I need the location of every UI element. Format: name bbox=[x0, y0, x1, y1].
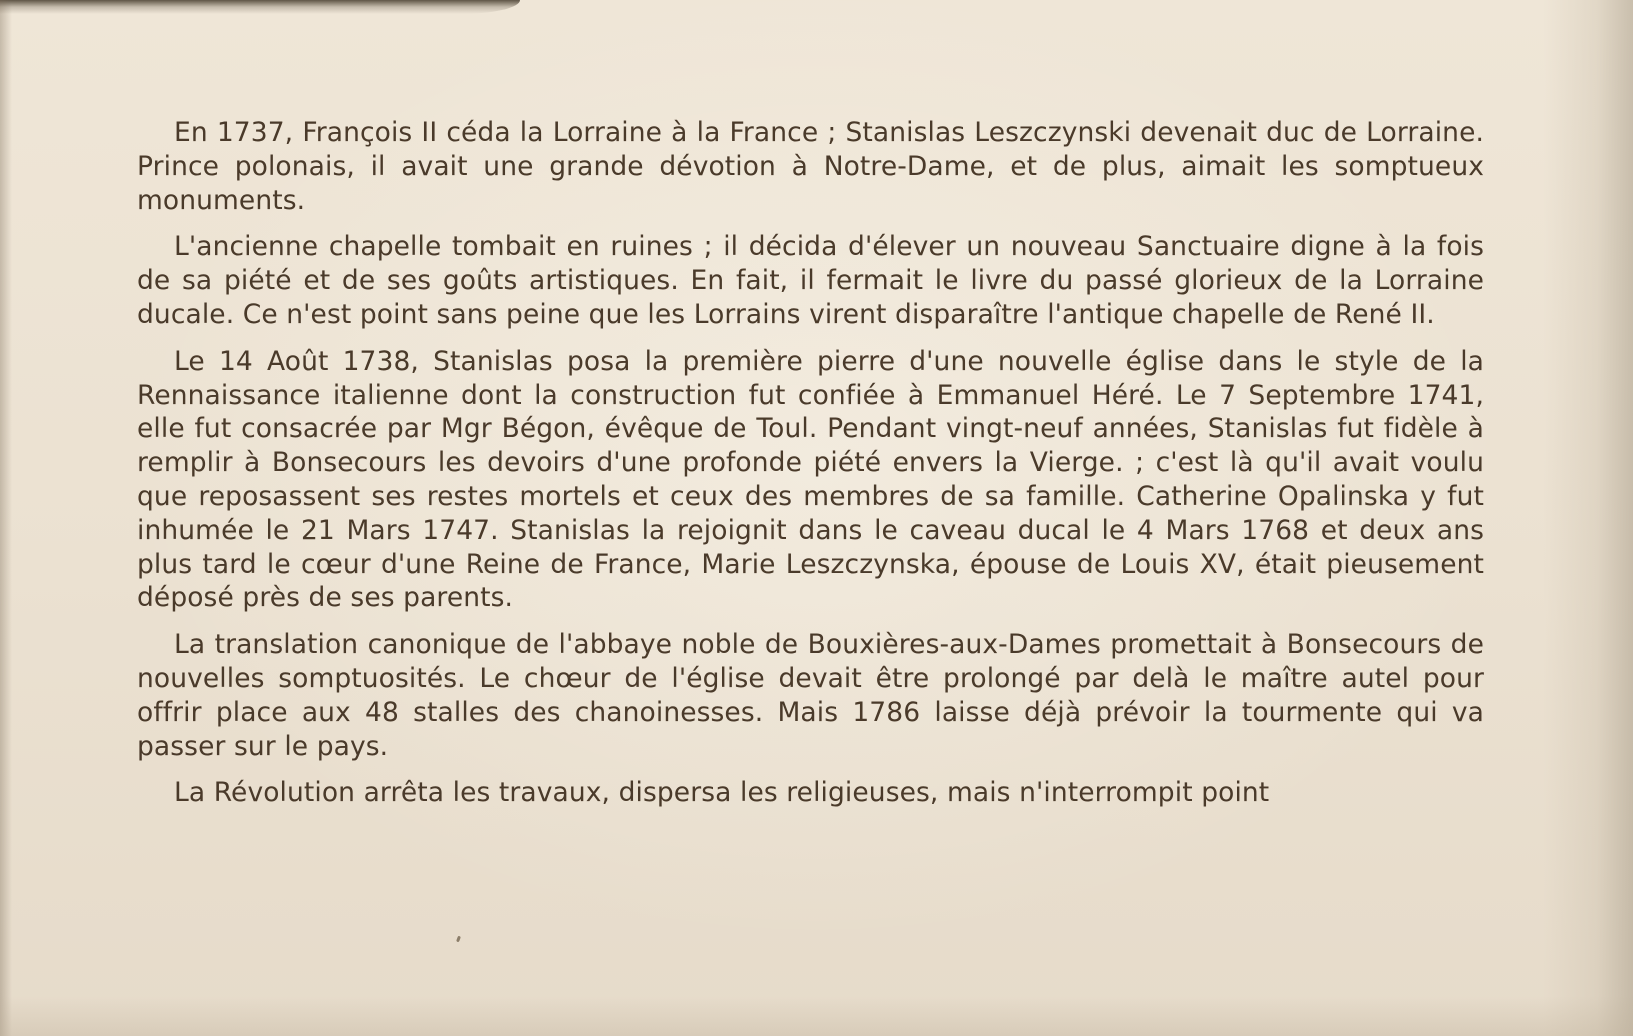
page-edge-shadow-bottom bbox=[0, 996, 1633, 1036]
paragraph-2: L'ancienne chapelle tombait en ruines ; il décida d'élever un nouveau Sanctuaire digne à la fois de sa piété et de ses goûts artistiques. En fait, il fermait le livre du passé glorieux de la Lorraine ducale. Ce n'est point sans peine que les Lorrains virent disparaître l'antique chapelle de René II. bbox=[137, 231, 1484, 330]
body-text bbox=[137, 116, 1484, 823]
paragraph-4: La translation canonique de l'abbaye noble de Bouxières-aux-Dames promettait à Bonsecours de nouvelles somptuosités. Le chœur de l'église devait être prolongé par delà le maître autel pour offrir place aux 48 stalles des chanoinesses. Mais 1786 laisse déjà prévoir la tourmente qui va passer sur le pays. bbox=[137, 629, 1484, 762]
page-edge-shadow-right bbox=[1543, 0, 1633, 1036]
paragraph-5: La Révolution arrêta les travaux, dispersa les religieuses, mais n'interrompit point bbox=[174, 777, 1270, 809]
page-edge-shadow-left bbox=[0, 0, 12, 1036]
paragraph-3: Le 14 Août 1738, Stanislas posa la première pierre d'une nouvelle église dans le style de la Rennaissance italienne dont la construction fut confiée à Emmanuel Héré. Le 7 Septembre 1741, elle fut consacrée par Mgr Bégon, évêque de Toul. Pendant vingt-neuf années, Stanislas fut fidèle à remplir à Bonsecours les devoirs d'une profonde piété envers la Vierge. ; c'est là qu'il avait voulu que reposassent ses restes mortels et ceux des membres de sa famille. Catherine Opalinska y fut inhumée le 21 Mars 1747. Stanislas la rejoignit dans le caveau ducal le 4 Mars 1768 et deux ans plus tard le cœur d'une Reine de France, Marie Leszczynska, épouse de Louis XV, était pieusement déposé près de ses parents. bbox=[137, 345, 1484, 614]
paragraph-1: En 1737, François II céda la Lorraine à la France ; Stanislas Leszczynski devenait duc de Lorraine. Prince polonais, il avait une grande dévotion à Notre-Dame, et de plus, aimait les somptueux monuments. bbox=[137, 117, 1484, 216]
page-edge-shadow-top bbox=[0, 0, 520, 14]
paper-speck bbox=[456, 936, 461, 943]
